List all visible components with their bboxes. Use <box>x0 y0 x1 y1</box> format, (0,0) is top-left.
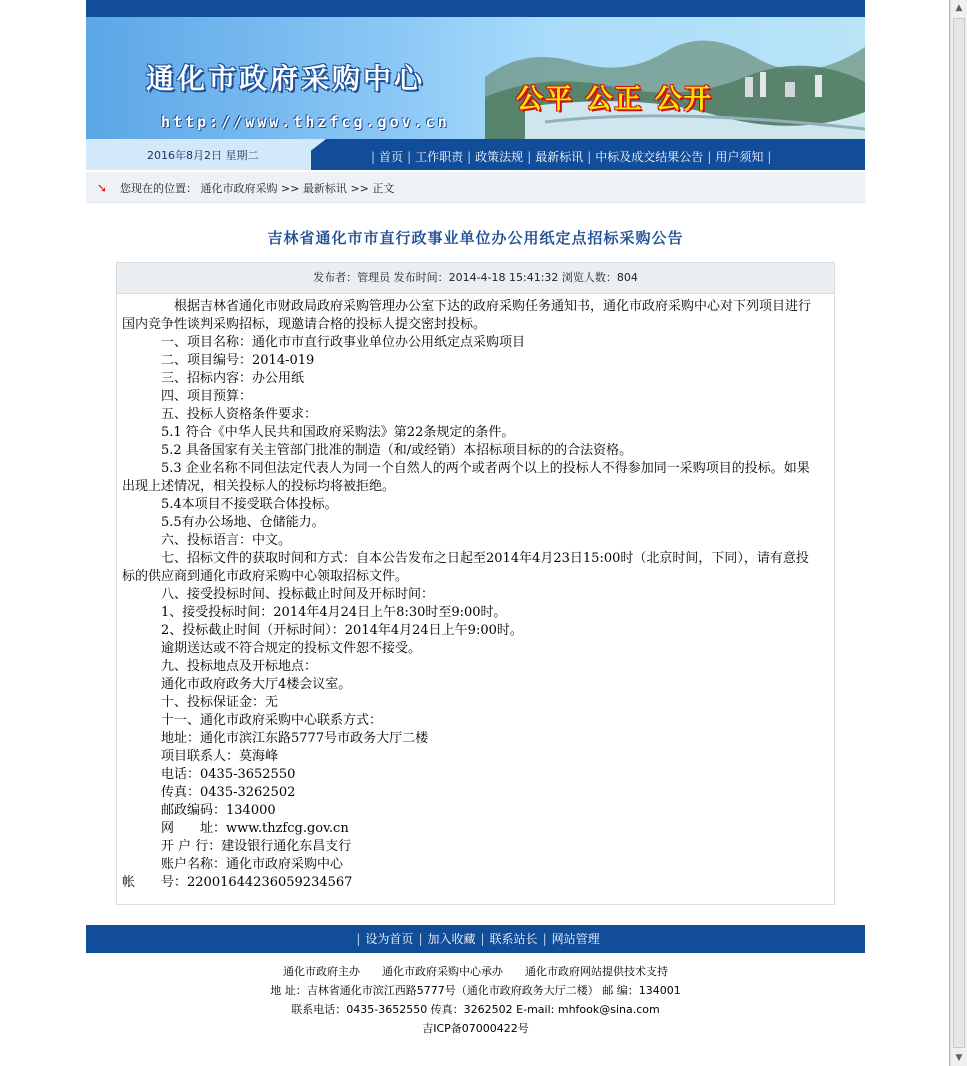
breadcrumb-item: 正文 <box>372 182 395 195</box>
scroll-down-icon[interactable]: ▼ <box>951 1050 967 1066</box>
article-paragraph: 九、投标地点及开标地点： <box>122 659 318 674</box>
article-title: 吉林省通化市市直行政事业单位办公用纸定点招标采购公告 <box>267 229 684 247</box>
main-nav: | 首页 | 工作职责 | 政策法规 | 最新标讯 | 中标及成交结果公告 | 用户须知 | <box>371 150 772 164</box>
site-title: 通化市政府采购中心 <box>146 62 426 95</box>
article-paragraph: 开 户 行：建设银行通化东昌支行 <box>122 839 352 854</box>
article-paragraph: 邮政编码：134000 <box>122 803 276 818</box>
article-paragraph: 账户名称：通化市政府采购中心 <box>122 857 344 872</box>
top-strip <box>86 0 865 17</box>
article-paragraph: 二、项目编号：2014-019 <box>122 353 315 368</box>
article-paragraph: 电话：0435-3652550 <box>122 767 296 782</box>
page-container <box>86 0 865 1035</box>
article-paragraph: 一、项目名称：通化市市直行政事业单位办公用纸定点采购项目 <box>122 335 526 350</box>
article-paragraph: 四、项目预算： <box>122 389 253 404</box>
site-url: http://www.thzfcg.gov.cn <box>161 113 450 131</box>
footer-address: 地 址：吉林省通化市滨江西路5777号（通化市政府政务大厅二楼） 邮 编：134001 <box>270 984 681 997</box>
article-paragraph: 传真：0435-3262502 <box>122 785 296 800</box>
article-paragraph: 5.5有办公场地、仓储能力。 <box>122 515 325 530</box>
article-paragraph: 5.3 企业名称不同但法定代表人为同一个自然人的两个或者两个以上的投标人不得参加同一采购项目的投标。如果出现上述情况，相关投标人的投标均将被拒绝。 <box>122 461 810 494</box>
article-paragraph: 5.2 具备国家有关主管部门批准的制造（和/或经销）本招标项目标的的合法资格。 <box>122 443 633 458</box>
breadcrumb-arrow-icon: ➘ <box>97 181 108 195</box>
footer-info <box>86 962 865 1038</box>
article-paragraph: 地址：通化市滨江东路5777号市政务大厅二楼 <box>122 731 429 746</box>
article-paragraph: 逾期送达或不符合规定的投标文件恕不接受。 <box>122 641 422 656</box>
article-body <box>116 294 835 905</box>
header-banner <box>86 17 865 139</box>
article-paragraph: 通化市政府政务大厅4楼会议室。 <box>122 677 352 692</box>
nav-duties[interactable]: 工作职责 <box>415 150 464 164</box>
footer-contact: 联系电话：0435-3652550 传真：3262502 E-mail: mhfook@sina.com <box>291 1003 660 1016</box>
nav-user-notice[interactable]: 用户须知 <box>715 150 764 164</box>
article-paragraph: 1、接受投标时间：2014年4月24日上午8:30时至9:00时。 <box>122 605 507 620</box>
scroll-up-icon[interactable]: ▲ <box>951 0 967 16</box>
article-paragraph: 十一、通化市政府采购中心联系方式： <box>122 713 383 728</box>
article-paragraph: 五、投标人资格条件要求： <box>122 407 318 422</box>
article-paragraph: 三、招标内容：办公用纸 <box>122 371 305 386</box>
footer-nav: | 设为首页 | 加入收藏 | 联系站长 | 网站管理 <box>86 925 865 953</box>
breadcrumb: ➘ 您现在的位置： 通化市政府采购 >> 最新标讯 >> 正文 <box>86 172 865 203</box>
footer-site-admin[interactable]: 网站管理 <box>551 932 600 946</box>
footer-icp: 吉ICP备07000422号 <box>422 1022 529 1035</box>
article-meta: 发布者：管理员 发布时间：2014-4-18 15:41:32 浏览人数：804 <box>116 262 835 294</box>
scroll-thumb[interactable] <box>953 18 965 1048</box>
article-paragraph: 5.4本项目不接受联合体投标。 <box>122 497 338 512</box>
slogan: 公平 公正 公开 <box>516 84 713 115</box>
nav-award-results[interactable]: 中标及成交结果公告 <box>595 150 704 164</box>
article-paragraph: 七、招标文件的获取时间和方式：自本公告发布之日起至2014年4月23日15:00时（北京时间，下同），请有意投标的供应商到通化市政府采购中心领取招标文件。 <box>122 551 809 584</box>
article-paragraph: 八、接受投标时间、投标截止时间及开标时间： <box>122 587 435 602</box>
article-paragraph: 5.1 符合《中华人民共和国政府采购法》第22条规定的条件。 <box>122 425 515 440</box>
article-box <box>116 262 835 905</box>
article-paragraph: 十、投标保证金：无 <box>122 695 279 710</box>
footer-contact-admin[interactable]: 联系站长 <box>489 932 538 946</box>
nav-policies[interactable]: 政策法规 <box>475 150 524 164</box>
article-paragraph: 帐 号：22001644236059234567 <box>122 875 353 890</box>
current-date: 2016年8月2日 星期二 <box>147 149 259 162</box>
breadcrumb-item[interactable]: 通化市政府采购 <box>200 182 278 195</box>
breadcrumb-label: 您现在的位置： <box>120 182 197 195</box>
article-paragraph: 2、投标截止时间（开标时间）：2014年4月24日上午9:00时。 <box>122 623 523 638</box>
article-paragraph: 根据吉林省通化市财政局政府采购管理办公室下达的政府采购任务通知书，通化市政府采购中心对下列项目进行国内竞争性谈判采购招标，现邀请合格的投标人提交密封投标。 <box>122 299 812 332</box>
article-paragraph: 项目联系人：莫海峰 <box>122 749 279 764</box>
footer-add-favorite[interactable]: 加入收藏 <box>427 932 476 946</box>
vertical-scrollbar[interactable] <box>950 0 967 1066</box>
nav-bar <box>86 139 865 170</box>
footer-set-homepage[interactable]: 设为首页 <box>365 932 414 946</box>
article-paragraph: 网 址：www.thzfcg.gov.cn <box>122 821 349 836</box>
nav-latest-bids[interactable]: 最新标讯 <box>535 150 584 164</box>
article-paragraph: 六、投标语言：中文。 <box>122 533 292 548</box>
nav-home[interactable]: 首页 <box>379 150 404 164</box>
breadcrumb-item[interactable]: 最新标讯 <box>302 182 347 195</box>
footer-sponsors: 通化市政府主办 通化市政府采购中心承办 通化市政府网站提供技术支持 <box>283 965 668 978</box>
